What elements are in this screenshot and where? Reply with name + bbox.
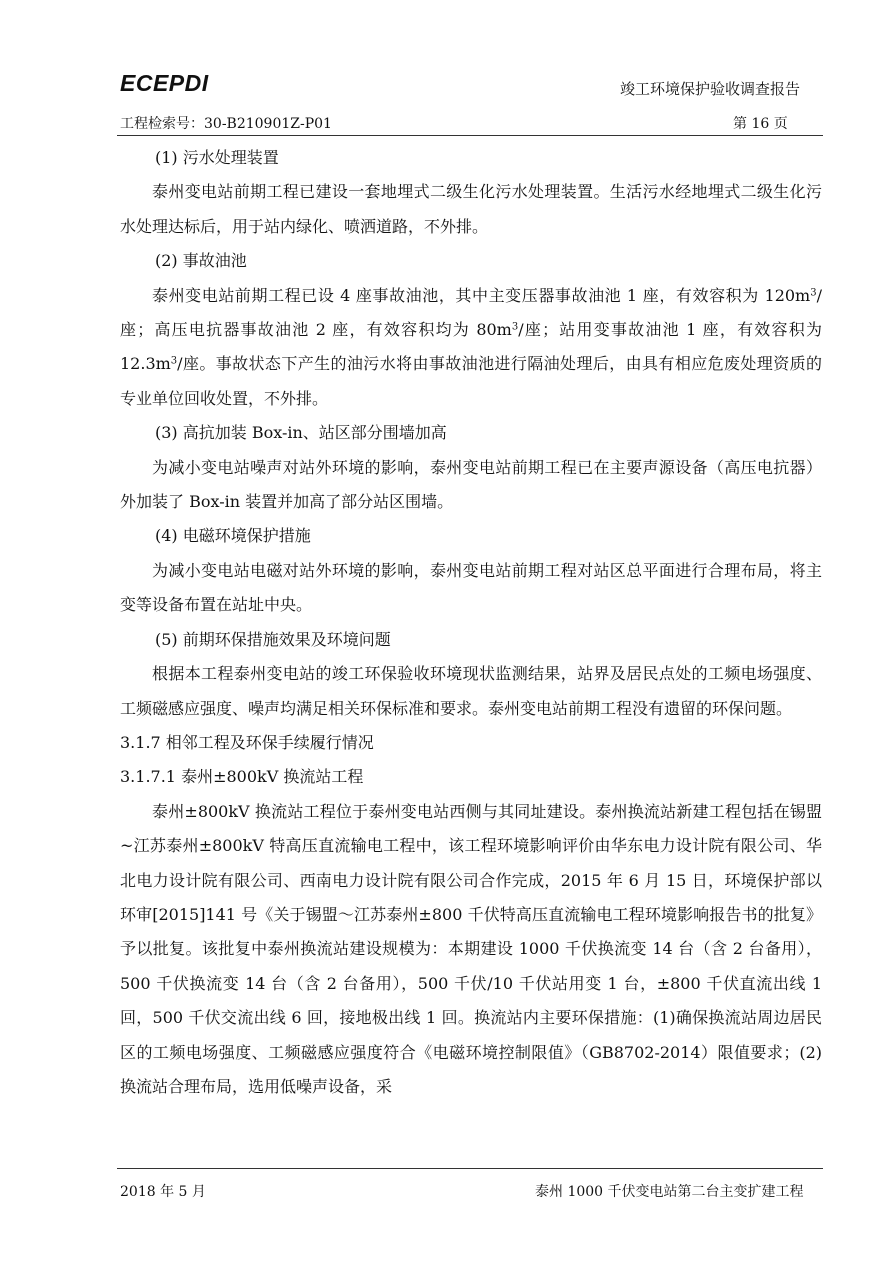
section-heading-effects: (5) 前期环保措施效果及环境问题 xyxy=(155,629,391,649)
paragraph-converter-station: 泰州±800kV 换流站工程位于泰州变电站西侧与其同址建设。泰州换流站新建工程包括在锡盟~江苏泰州±800kV 特高压直流输电工程中，该工程环境影响评价由华东电力设计院有限公司、华北电力设计院有限公司、西南电力设计院有限公司合作完成，2015 年 6 月 15 日，环境保护部以环审[2015]141 号《关于锡盟～江苏泰州±800 千伏特高压直流输电工程环境影响报告书的批复》予以批复。该批复中泰州换流站建设规模为：本期建设 1000 千伏换流变 14 台（含 2 台备用），500 千伏换流变 14 台（含 2 台备用），500 千伏/10 千伏站用变 1 台，±800 千伏直流出线 1 回，500 千伏交流出线 6 回，接地极出线 1 回。换流站内主要环保措施：(1)确保换流站周边居民区的工频电场强度、工频磁感应强度符合《电磁环境控制限值》（GB8702-2014）限值要求；(2)换流站合理布局，选用低噪声设备，采 xyxy=(120,801,822,1096)
company-logo: ECEPDI xyxy=(120,70,209,96)
paragraph-effects: 根据本工程泰州变电站的竣工环保验收环境现状监测结果，站界及居民点处的工频电场强度、工频磁感应强度、噪声均满足相关环保标准和要求。泰州变电站前期工程没有遗留的环保问题。 xyxy=(120,664,822,718)
heading-3-1-7: 3.1.7 相邻工程及环保手续履行情况 xyxy=(120,732,374,752)
section-heading-oil-pool: (2) 事故油池 xyxy=(155,251,247,271)
header-divider xyxy=(117,135,823,136)
heading-3-1-7-1: 3.1.7.1 泰州±800kV 换流站工程 xyxy=(120,767,364,787)
section-heading-emf: (4) 电磁环境保护措施 xyxy=(155,526,311,546)
paragraph-box-in: 为减小变电站噪声对站外环境的影响，泰州变电站前期工程已在主要声源设备（高压电抗器）外加装了 Box-in 装置并加高了部分站区围墙。 xyxy=(120,457,822,512)
paragraph-sewage: 泰州变电站前期工程已建设一套地埋式二级生化污水处理装置。生活污水经地埋式二级生化污水处理达标后，用于站内绿化、喷洒道路，不外排。 xyxy=(120,182,822,236)
page-body xyxy=(120,141,822,1104)
page-number: 第 16 页 xyxy=(733,116,788,132)
paragraph-oil-pool: 泰州变电站前期工程已设 4 座事故油池，其中主变压器事故油池 1 座，有效容积为 $120m^3/$座；高压电抗器事故油池 2 座，有效容积均为 $80m^3/$座；站用变事故油池 1 座，有效容积为 $12.3m^3/$座。事故状态下产生的油污水将由事故油池进行隔油处理后，由具有相应危废处理资质的专业单位回收处置，不外排。 xyxy=(120,285,822,408)
report-title: 竣工环境保护验收调查报告 xyxy=(620,80,801,98)
section-heading-sewage: (1) 污水处理装置 xyxy=(155,148,279,167)
paragraph-emf: 为减小变电站电磁对站外环境的影响，泰州变电站前期工程对站区总平面进行合理布局，将主变等设备布置在站址中央。 xyxy=(120,560,822,615)
section-heading-box-in: (3) 高抗加装 Box-in、站区部分围墙加高 xyxy=(155,423,447,443)
footer-date: 2018 年 5 月 xyxy=(120,1184,206,1200)
footer-divider xyxy=(117,1168,823,1169)
project-index-number: 工程检索号：30-B210901Z-P01 xyxy=(120,116,332,132)
footer-project-name: 泰州 1000 千伏变电站第二台主变扩建工程 xyxy=(535,1184,804,1200)
